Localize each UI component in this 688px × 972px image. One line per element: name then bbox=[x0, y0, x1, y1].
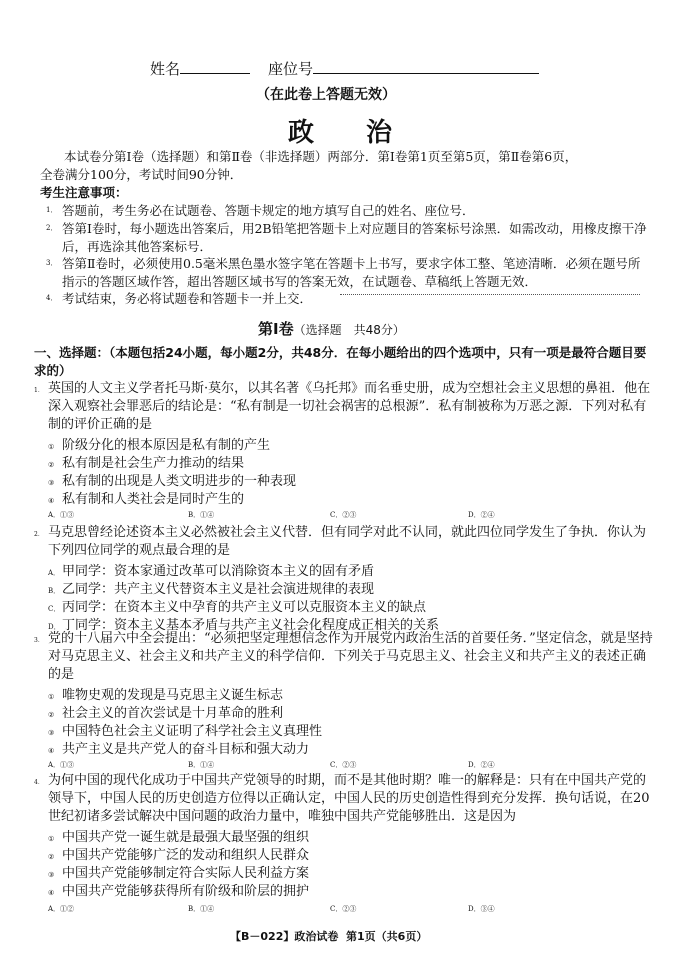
option-mark: C． bbox=[48, 605, 61, 613]
option-4[interactable] bbox=[48, 880, 309, 899]
question-4 bbox=[34, 772, 654, 826]
dotted-divider bbox=[340, 294, 640, 295]
choice-c[interactable]: C．②③ bbox=[330, 511, 357, 519]
note-text: 答第Ⅱ卷时，必须使用0.5毫米黑色墨水签字笔在答题卡上书写，要求字体工整、笔迹清晰．必须在题号所指示的答题区域作答，超出答题区域书写的答案无效，在试题卷、草稿纸上答题无效． bbox=[62, 256, 641, 289]
option-text: 唯物史观的发现是马克思主义诞生标志 bbox=[62, 688, 284, 703]
option-text: 中国共产党能够获得所有阶级和阶层的拥护 bbox=[62, 884, 310, 899]
note-text: 答第Ⅰ卷时，每小题选出答案后，用2B铅笔把答题卡上对应题目的答案标号涂黑．如需改动，用橡皮擦干净后，再选涂其他答案标号． bbox=[62, 221, 647, 254]
option-mark: ④ bbox=[48, 497, 55, 505]
option-mark: ③ bbox=[48, 729, 55, 737]
choice-c[interactable]: C．②③ bbox=[330, 905, 357, 913]
question-1 bbox=[34, 380, 654, 434]
option-text: 私有制的出现是人类文明进步的一种表现 bbox=[62, 474, 297, 489]
question-2 bbox=[34, 524, 654, 560]
option-4[interactable] bbox=[48, 488, 244, 507]
seat-blank[interactable] bbox=[313, 59, 539, 74]
choice-d[interactable]: D．②④ bbox=[468, 761, 495, 769]
choice-b[interactable]: B．①④ bbox=[188, 761, 215, 769]
exam-title: 政治 bbox=[288, 118, 445, 148]
option-1[interactable] bbox=[48, 826, 309, 845]
choice-d[interactable]: D．③④ bbox=[468, 905, 495, 913]
question-number: 1． bbox=[34, 387, 44, 394]
choice-a[interactable]: A．①② bbox=[48, 905, 75, 913]
choice-b[interactable]: B．①④ bbox=[188, 905, 215, 913]
note-text: 考试结束，务必将试题卷和答题卡一并上交． bbox=[62, 291, 313, 306]
option-text: 共产主义是共产党人的奋斗目标和强大动力 bbox=[62, 742, 310, 757]
option-text: 中国特色社会主义证明了科学社会主义真理性 bbox=[62, 724, 323, 739]
option-text: 乙同学：共产主义代替资本主义是社会演进规律的表现 bbox=[62, 582, 375, 597]
option-mark: A． bbox=[48, 569, 61, 577]
option-text: 丁同学：资本主义基本矛盾与共产主义社会化程度成正相关的关系 bbox=[62, 618, 440, 633]
option-mark: ③ bbox=[48, 871, 55, 879]
option-mark: ② bbox=[48, 461, 55, 469]
choice-a[interactable]: A．①③ bbox=[48, 761, 75, 769]
question-stem: 英国的人文主义学者托马斯·莫尔，以其名著《乌托邦》而名垂史册，成为空想社会主义思想的鼻祖．他在深入观察社会罪恶后的结论是：“私有制是一切社会祸害的总根源”．私有制被称为万恶之源．下列对私有制的评价正确的是 bbox=[48, 381, 651, 432]
option-2[interactable] bbox=[48, 844, 309, 863]
note-number: 1． bbox=[46, 206, 58, 214]
question-stem: 马克思曾经论述资本主义必然被社会主义代替．但有同学对此不认同，就此四位同学发生了争执．你认为下列四位同学的观点最合理的是 bbox=[48, 525, 647, 558]
note-item bbox=[46, 290, 652, 308]
option-1[interactable] bbox=[48, 684, 283, 703]
answer-invalid-notice: （在此卷上答题无效） bbox=[256, 87, 396, 103]
option-c[interactable] bbox=[48, 596, 426, 615]
question-number: 2． bbox=[34, 531, 44, 538]
option-3[interactable] bbox=[48, 470, 296, 489]
question-number: 3． bbox=[34, 637, 44, 644]
option-text: 中国共产党一诞生就是最强大最坚强的组织 bbox=[62, 830, 310, 845]
option-b[interactable] bbox=[48, 578, 374, 597]
question-3 bbox=[34, 630, 654, 684]
name-label: 姓名 bbox=[150, 60, 181, 78]
question-stem: 党的十八届六中全会提出：“必须把坚定理想信念作为开展党内政治生活的首要任务．”坚定信念，就是坚持对马克思主义、社会主义和共产主义的科学信仰．下列关于马克思主义、社会主义和共产主义的表述正确的是 bbox=[48, 631, 653, 682]
option-mark: D． bbox=[48, 623, 61, 631]
choice-b[interactable]: B．①④ bbox=[188, 511, 215, 519]
subject-name: 政治试卷 bbox=[294, 930, 339, 943]
section-name: 第Ⅰ卷 bbox=[258, 320, 294, 338]
section-subtitle: （选择题 共48分） bbox=[293, 323, 405, 337]
option-text: 社会主义的首次尝试是十月革命的胜利 bbox=[62, 706, 284, 721]
section-title bbox=[258, 318, 405, 339]
option-3[interactable] bbox=[48, 862, 309, 881]
option-mark: ④ bbox=[48, 889, 55, 897]
option-text: 阶级分化的根本原因是私有制的产生 bbox=[62, 438, 271, 453]
choice-c[interactable]: C．②③ bbox=[330, 761, 357, 769]
notes-heading: 考生注意事项： bbox=[40, 185, 128, 200]
option-text: 甲同学：资本家通过改革可以消除资本主义的固有矛盾 bbox=[62, 564, 375, 579]
page-number: 第1页（共6页） bbox=[346, 930, 428, 943]
option-mark: ① bbox=[48, 835, 55, 843]
option-mark: ② bbox=[48, 711, 55, 719]
option-mark: B． bbox=[48, 587, 61, 595]
note-number: 2． bbox=[46, 224, 58, 232]
option-text: 中国共产党能够制定符合实际人民利益方案 bbox=[62, 866, 310, 881]
option-2[interactable] bbox=[48, 702, 283, 721]
seat-label: 座位号 bbox=[268, 60, 314, 78]
note-item bbox=[46, 220, 652, 255]
option-2[interactable] bbox=[48, 452, 244, 471]
option-text: 私有制是社会生产力推动的结果 bbox=[62, 456, 245, 471]
option-a[interactable] bbox=[48, 560, 374, 579]
intro-line-1: 本试卷分第Ⅰ卷（选择题）和第Ⅱ卷（非选择题）两部分．第Ⅰ卷第1页至第5页，第Ⅱ卷第6页， bbox=[64, 149, 578, 164]
option-1[interactable] bbox=[48, 434, 270, 453]
note-item bbox=[46, 202, 652, 220]
note-text: 答题前，考生务必在试题卷、答题卡规定的地方填写自己的姓名、座位号． bbox=[62, 203, 475, 218]
intro-line-2: 全卷满分100分，考试时间90分钟． bbox=[40, 167, 243, 182]
name-blank[interactable] bbox=[180, 59, 250, 74]
page-footer bbox=[230, 928, 427, 944]
option-4[interactable] bbox=[48, 738, 309, 757]
option-text: 私有制和人类社会是同时产生的 bbox=[62, 492, 245, 507]
choice-d[interactable]: D．②④ bbox=[468, 511, 495, 519]
option-text: 中国共产党能够广泛的发动和组织人民群众 bbox=[62, 848, 310, 863]
choice-a[interactable]: A．①③ bbox=[48, 511, 75, 519]
section-instruction: 一、选择题：（本题包括24小题，每小题2分，共48分．在每小题给出的四个选项中，只有一项是最符合题目要求的） bbox=[34, 345, 647, 378]
question-stem: 为何中国的现代化成功于中国共产党领导的时期，而不是其他时期？唯一的解释是：只有在中国共产党的领导下，中国人民的历史创造方位得以正确认定，中国人民的历史创造性得到充分发挥．换句话说，在20世纪初诸多尝试解决中国问题的政治力量中，唯独中国共产党能够胜出．这是因为 bbox=[48, 773, 650, 824]
note-number: 3． bbox=[46, 259, 58, 267]
option-mark: ① bbox=[48, 693, 55, 701]
option-mark: ① bbox=[48, 443, 55, 451]
option-mark: ③ bbox=[48, 479, 55, 487]
option-text: 丙同学：在资本主义中孕育的共产主义可以克服资本主义的缺点 bbox=[62, 600, 427, 615]
student-info-line bbox=[150, 58, 539, 79]
option-3[interactable] bbox=[48, 720, 322, 739]
note-item bbox=[46, 255, 652, 290]
paper-code: 【B－022】 bbox=[230, 930, 295, 943]
option-mark: ② bbox=[48, 853, 55, 861]
note-number: 4． bbox=[46, 294, 58, 302]
question-number: 4． bbox=[34, 779, 44, 786]
option-mark: ④ bbox=[48, 747, 55, 755]
